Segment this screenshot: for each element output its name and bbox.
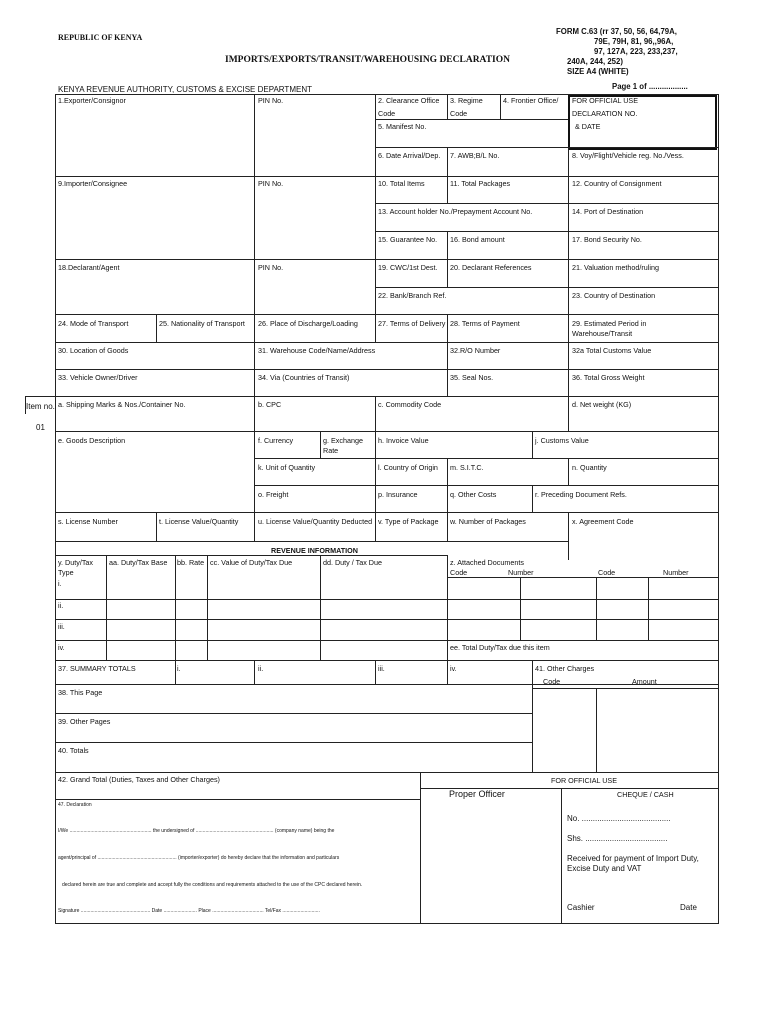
seal-nos-label: 35. Seal Nos. xyxy=(450,373,494,382)
est-period-label: 29. Estimated Period in xyxy=(572,319,647,328)
agreement-code-label: x. Agreement Code xyxy=(572,517,634,526)
attached-code-label: Code xyxy=(450,568,468,577)
bank-ref-label: 22. Bank/Branch Ref. xyxy=(378,291,447,300)
clearance-office-label: 2. Clearance Office xyxy=(378,96,440,105)
declaration-no-label: DECLARATION NO. xyxy=(572,109,638,118)
grand-total-label: 42. Grand Total (Duties, Taxes and Other Charges) xyxy=(58,775,220,784)
voyage-label: 8. Voy/Flight/Vehicle reg. No./Vess. xyxy=(572,151,684,160)
form-ref-line: 240A, 244, 252) xyxy=(567,57,623,66)
this-page-label: 38. This Page xyxy=(58,688,103,697)
row-i-label: i. xyxy=(58,579,62,588)
declaration-date-label: & DATE xyxy=(575,122,601,131)
form-reference xyxy=(556,27,678,77)
attached-number-label: Number xyxy=(508,568,534,577)
valuation-label: 21. Valuation method/ruling xyxy=(572,263,659,272)
mode-transport-label: 24. Mode of Transport xyxy=(58,319,129,328)
declaration-line-1: I/We ........................................................... the undersigned of ........................................................ (company name) being the xyxy=(58,828,335,834)
insurance-label: p. Insurance xyxy=(378,490,418,499)
number-packages-label: w. Number of Packages xyxy=(450,517,526,526)
declarant-refs-label: 20. Declarant References xyxy=(450,263,532,272)
shs-line: Shs. ..................................... xyxy=(567,834,668,843)
customs-value-label: j. Customs Value xyxy=(535,436,589,445)
proper-officer-label: Proper Officer xyxy=(449,789,505,799)
importer-pin-label: PIN No. xyxy=(258,179,284,188)
other-charges-amount-label: Amount xyxy=(632,677,657,686)
form-ref-line: 79E, 79H, 81, 96,,96A, xyxy=(594,37,674,46)
cashier-label: Cashier xyxy=(567,903,595,912)
shipping-marks-label: a. Shipping Marks & Nos./Container No. xyxy=(58,400,186,409)
warehouse-code-label: 31. Warehouse Code/Name/Address xyxy=(258,346,376,355)
summary-i-label: i. xyxy=(177,664,181,673)
account-holder-label: 13. Account holder No./Prepayment Account No. xyxy=(378,207,533,216)
duty-due-label: dd. Duty / Tax Due xyxy=(323,558,382,567)
row-iv-label: iv. xyxy=(58,643,65,652)
country-destination-label: 23. Country of Destination xyxy=(572,291,656,300)
item-number-value: 01 xyxy=(36,423,45,432)
totals-label: 40. Totals xyxy=(58,746,89,755)
est-period-label-2: Warehouse/Transit xyxy=(572,329,633,338)
other-pages-label: 39. Other Pages xyxy=(58,717,111,726)
summary-totals-label: 37. SUMMARY TOTALS xyxy=(58,664,136,673)
vehicle-owner-label: 33. Vehicle Owner/Driver xyxy=(58,373,138,382)
total-customs-value-label: 32a Total Customs Value xyxy=(572,346,652,355)
declaration-line-2: agent/principal of ......................................................... (importer/exporter) do hereby declare that the information and particulars xyxy=(58,855,340,861)
value-duty-label: cc. Value of Duty/Tax Due xyxy=(210,558,293,567)
license-value-label: t. License Value/Quantity xyxy=(159,517,239,526)
received-payment-line-2: Excise Duty and VAT xyxy=(567,864,642,873)
total-items-label: 10. Total Items xyxy=(378,179,425,188)
attached-docs-label: z. Attached Documents xyxy=(450,558,524,567)
country-origin-label: l. Country of Origin xyxy=(378,463,438,472)
country-consignment-label: 12. Country of Consignment xyxy=(572,179,662,188)
nationality-transport-label: 25. Nationality of Transport xyxy=(159,319,245,328)
summary-iv-label: iv. xyxy=(450,664,457,673)
other-costs-label: q. Other Costs xyxy=(450,490,497,499)
ro-number-label: 32.R/O Number xyxy=(450,346,501,355)
other-charges-code-label: Code xyxy=(543,677,561,686)
exporter-label: 1.Exporter/Consignor xyxy=(58,96,126,105)
net-weight-label: d. Net weight (KG) xyxy=(572,400,632,409)
row-ii-label: ii. xyxy=(58,601,64,610)
via-label: 34. Via (Countries of Transit) xyxy=(258,373,350,382)
other-charges-label: 41. Other Charges xyxy=(535,664,595,673)
frontier-office-label: 4. Frontier Office/ xyxy=(503,96,559,105)
cwc-label: 19. CWC/1st Dest. xyxy=(378,263,438,272)
clearance-code-label: Code xyxy=(378,109,396,118)
port-destination-label: 14. Port of Destination xyxy=(572,207,644,216)
revenue-info-heading: REVENUE INFORMATION xyxy=(271,546,358,555)
manifest-label: 5. Manifest No. xyxy=(378,122,427,131)
form-ref-line: SIZE A4 (WHITE) xyxy=(567,67,629,76)
duty-tax-type-label: y. Duty/Tax xyxy=(58,558,94,567)
invoice-value-label: h. Invoice Value xyxy=(378,436,429,445)
goods-description-label: e. Goods Description xyxy=(58,436,126,445)
cpc-label: b. CPC xyxy=(258,400,282,409)
terms-delivery-label: 27. Terms of Delivery xyxy=(378,319,446,328)
regime-label: 3. Regime xyxy=(450,96,483,105)
awb-label: 7. AWB;B/L No. xyxy=(450,151,500,160)
exporter-pin-label: PIN No. xyxy=(258,96,284,105)
declarant-pin-label: PIN No. xyxy=(258,263,284,272)
republic-heading: REPUBLIC OF KENYA xyxy=(58,33,143,42)
total-due-item-label: ee. Total Duty/Tax due this item xyxy=(450,643,550,652)
summary-ii-label: ii. xyxy=(258,664,264,673)
license-number-label: s. License Number xyxy=(58,517,118,526)
commodity-code-label: c. Commodity Code xyxy=(378,400,442,409)
exchange-rate-label: g. Exchange xyxy=(323,436,363,445)
bond-security-label: 17. Bond Security No. xyxy=(572,235,642,244)
arrival-date-label: 6. Date Arrival/Dep. xyxy=(378,151,441,160)
location-goods-label: 30. Location of Goods xyxy=(58,346,129,355)
cheque-cash-label: CHEQUE / CASH xyxy=(617,790,674,799)
sitc-label: m. S.I.T.C. xyxy=(450,463,484,472)
form-ref-line: 97, 127A, 223, 233,237, xyxy=(594,47,678,56)
place-discharge-label: 26. Place of Discharge/Loading xyxy=(258,319,358,328)
form-ref-line: FORM C.63 (rr 37, 50, 56, 64,79A, xyxy=(556,27,677,36)
freight-label: o. Freight xyxy=(258,490,289,499)
quantity-label: n. Quantity xyxy=(572,463,607,472)
package-type-label: v. Type of Package xyxy=(378,517,439,526)
exchange-rate-label-2: Rate xyxy=(323,446,339,455)
signature-line: Signature .................................................. Date ........................ Place ..................................... Tel/Fax ........................... xyxy=(58,908,320,914)
gross-weight-label: 36. Total Gross Weight xyxy=(572,373,645,382)
item-no-label: Item no. xyxy=(26,402,55,411)
duty-tax-base-label: aa. Duty/Tax Base xyxy=(109,558,168,567)
license-deducted-label: u. License Value/Quantity Deducted xyxy=(258,517,373,526)
official-use-label-2: FOR OFFICIAL USE xyxy=(551,776,618,785)
currency-label: f. Currency xyxy=(258,436,294,445)
unit-quantity-label: k. Unit of Quantity xyxy=(258,463,316,472)
summary-iii-label: iii. xyxy=(378,664,385,673)
row-iii-label: iii. xyxy=(58,622,65,631)
total-packages-label: 11. Total Packages xyxy=(450,179,511,188)
bond-amount-label: 16. Bond amount xyxy=(450,235,505,244)
declaration-heading: 47. Declaration xyxy=(58,802,92,808)
declaration-line-3: declared herein are true and complete and accept fully the conditions and requirements attached to the use of the CPC declared herein. xyxy=(62,882,363,888)
importer-label: 9.Importer/Consignee xyxy=(58,179,128,188)
official-use-label: FOR OFFICIAL USE xyxy=(572,96,639,105)
date-label: Date xyxy=(680,903,697,912)
attached-number-label-2: Number xyxy=(663,568,689,577)
receipt-no-line: No. ........................................ xyxy=(567,814,671,823)
attached-code-label-2: Code xyxy=(598,568,616,577)
rate-label: bb. Rate xyxy=(177,558,205,567)
form-title: IMPORTS/EXPORTS/TRANSIT/WAREHOUSING DECLARATION xyxy=(225,55,510,65)
department: KENYA REVENUE AUTHORITY, CUSTOMS & EXCISE DEPARTMENT xyxy=(58,85,312,94)
regime-code-label: Code xyxy=(450,109,468,118)
guarantee-label: 15. Guarantee No. xyxy=(378,235,438,244)
terms-payment-label: 28. Terms of Payment xyxy=(450,319,520,328)
duty-tax-type-label-2: Type xyxy=(58,568,74,577)
received-payment-line-1: Received for payment of Import Duty, xyxy=(567,854,699,863)
declarant-label: 18.Declarant/Agent xyxy=(58,263,120,272)
page-of: Page 1 of .................. xyxy=(612,82,688,91)
preceding-doc-label: r. Preceding Document Refs. xyxy=(535,490,627,499)
